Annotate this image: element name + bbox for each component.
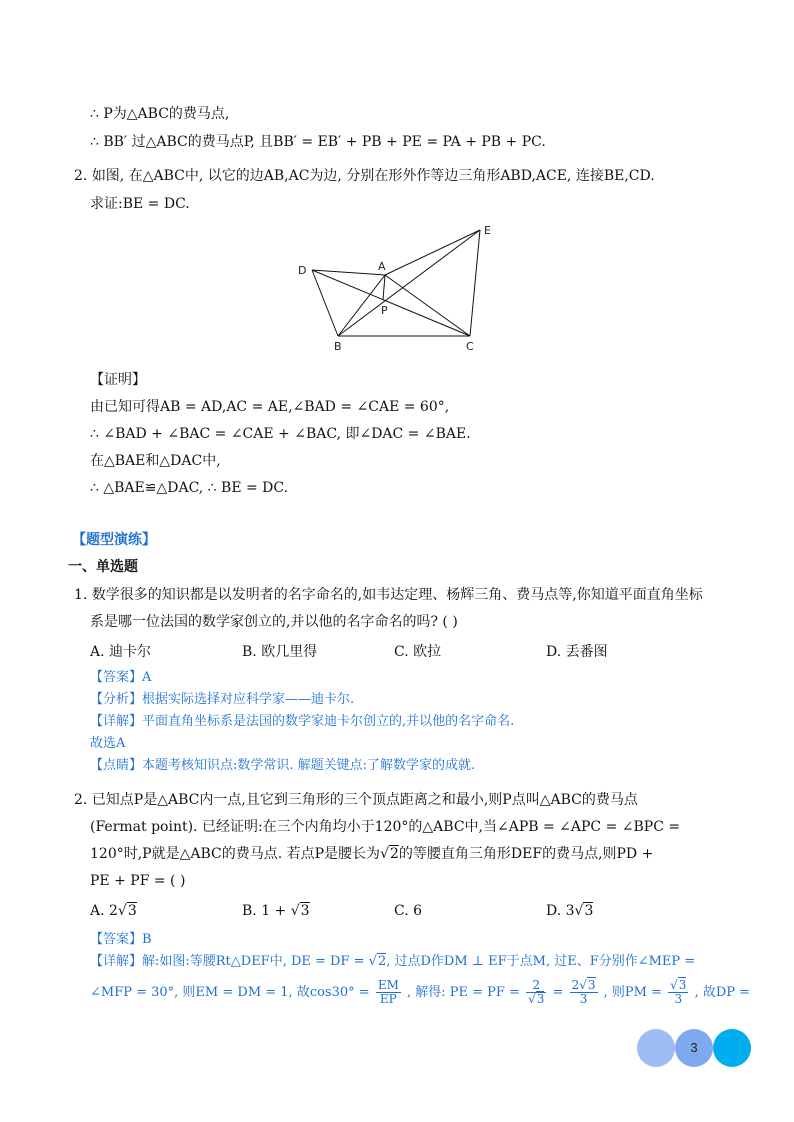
mc2-detail-line-1: 【详解】解:如图:等腰Rt△DEF中, DE = DF = √2, 过点D作DM ⊥ EF于点M, 过E、F分别作∠MEP = [90,954,696,969]
mc2-stem-line-1: 2. 已知点P是△ABC内一点,且它到三角形的三个顶点距离之和最小,则P点叫△ABC的费马点 [74,792,638,808]
label-B: B [334,340,342,353]
line-fermat-point: ∴ P为△ABC的费马点, [90,106,230,122]
mc1-option-d: D. 丢番图 [546,644,608,660]
mc1-stem-line-1: 1. 数学很多的知识都是以发明者的名字命名的,如韦达定理、杨辉三角、费马点等,你知道平面直角坐标 [74,587,703,603]
mc1-option-b: B. 欧几里得 [242,644,318,660]
page-number-badge [637,1026,755,1070]
mc2-option-d: D. 3√3 [546,903,594,919]
seg-DB [312,270,338,336]
mc2-stem-line-2: (Fermat point). 已经证明:在三个内角均小于120°的△ABC中,当∠APB = ∠APC = ∠BPC = [90,819,681,835]
example-2-stem: 2. 如图, 在△ABC中, 以它的边AB,AC为边, 分别在形外作等边三角形ABD,ACE, 连接BE,CD. [74,168,655,184]
triangle-figure [290,220,510,355]
mc1-analysis: 【分析】根据实际选择对应科学家——迪卡尔. [90,692,355,707]
line-bb-prime: ∴ BB′ 过△ABC的费马点P, 且BB′ = EB′ + PB + PE = PA + PB + PC. [90,134,546,150]
label-A: A [378,260,386,273]
proof-line-3: 在△BAE和△DAC中, [90,453,221,469]
mc2-option-b: B. 1 + √3 [242,903,310,919]
mc2-stem-line-3: 120°时,P就是△ABC的费马点. 若点P是腰长为√2的等腰直角三角形DEF的费马点,则PD + [90,846,654,862]
proof-line-1: 由已知可得AB = AD,AC = AE,∠BAD = ∠CAE = 60°, [90,399,450,415]
mc2-stem-line-4: PE + PF = ( ) [90,873,186,889]
label-P: P [381,304,388,317]
pager-circle-right [713,1029,751,1067]
section-single-choice: 一、单选题 [68,559,138,575]
fraction-em-ep: $\frac{EM}{EP}$ [377,978,399,1006]
label-C: C [466,340,474,353]
practice-heading: 【题型演练】 [72,532,156,548]
mc1-detail: 【详解】平面直角坐标系是法国的数学家迪卡尔创立的,并以他的名字命名. [90,714,515,729]
fraction-2sqrt3-3: $\frac{2√3}{3}$ [571,978,596,1006]
proof-heading: 【证明】 [90,372,146,388]
label-E: E [484,224,491,237]
seg-AE [385,230,480,275]
pager-circle-left [637,1029,675,1067]
mc1-option-c: C. 欧拉 [394,644,442,660]
proof-line-4: ∴ △BAE≌△DAC, ∴ BE = DC. [90,480,289,496]
example-2-prove: 求证:BE = DC. [90,196,190,212]
mc2-option-a: A. 2√3 [90,903,137,919]
seg-EC [470,230,480,336]
seg-BE [338,230,480,336]
proof-line-2: ∴ ∠BAD + ∠BAC = ∠CAE + ∠BAC, 即∠DAC = ∠BAE. [90,426,471,442]
mc2-answer: 【答案】B [90,932,152,947]
mc2-option-c: C. 6 [394,903,423,919]
mc1-comment: 【点睛】本题考核知识点:数学常识. 解题关键点:了解数学家的成就. [90,758,476,773]
mc1-option-a: A. 迪卡尔 [90,644,152,660]
fraction-sqrt3-3: $\frac{√3}{3}$ [670,978,687,1006]
mc1-stem-line-2: 系是哪一位法国的数学家创立的,并以他的名字命名的吗? ( ) [90,614,458,630]
mc1-choose: 故选A [90,736,126,751]
label-D: D [298,264,307,277]
fraction-2-sqrt3: $\frac{2}{√3}$ [528,978,545,1006]
page-number: 3 [675,1029,713,1067]
mc2-detail-line-2: ∠MFP = 30°, 则EM = DM = 1, 故cos30° = $\frac{EM}{EP}$ , 解得: PE = PF = $\frac{2}{√3}$ = $\frac{2√3}{3}$ , 则PM = $\frac{√3}{3}$ , 故DP = [90,978,751,1006]
mc1-answer: 【答案】A [90,670,152,685]
seg-AP [383,275,385,300]
